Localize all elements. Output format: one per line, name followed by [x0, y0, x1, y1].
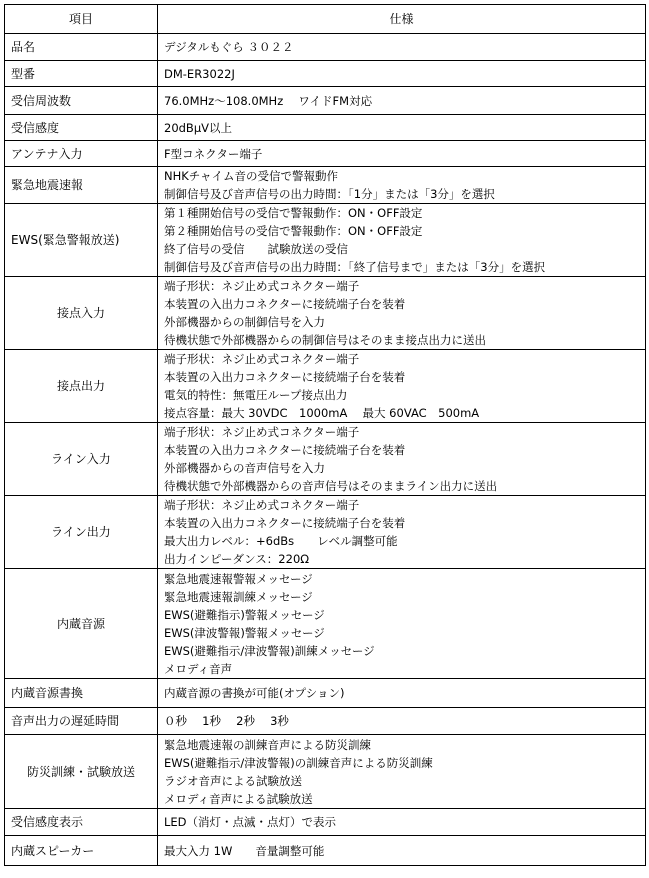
spec-row [5, 708, 646, 735]
spec-row [5, 167, 646, 204]
spec-row [5, 87, 646, 115]
spec-label: ライン入力 [5, 423, 158, 496]
spec-value-line: 最大入力 1W 音量調整可能 [164, 843, 325, 858]
spec-value [158, 141, 646, 167]
spec-value [158, 809, 646, 836]
spec-label: アンテナ入力 [5, 141, 158, 167]
spec-value-line: 制御信号及び音声信号の出力時間：「1分」または「3分」を選択 [164, 187, 495, 201]
spec-row [5, 277, 646, 350]
spec-label: 受信周波数 [5, 87, 158, 115]
spec-value [158, 708, 646, 735]
spec-value-line: LED（消灯・点滅・点灯）で表示 [164, 815, 337, 829]
spec-value [158, 115, 646, 141]
spec-label: 受信感度表示 [5, 809, 158, 836]
spec-value-line: DM-ER3022J [164, 66, 235, 81]
spec-row [5, 141, 646, 167]
spec-value [158, 34, 646, 61]
spec-value-line: 緊急地震速報訓練メッセージ [164, 589, 313, 604]
spec-row [5, 115, 646, 141]
spec-value [158, 569, 646, 679]
spec-label: EWS(緊急警報放送) [5, 204, 158, 277]
spec-value-line: 本装置の入出力コネクターに接続端子台を装着 [164, 297, 406, 311]
spec-value-line: 緊急地震速報警報メッセージ [164, 571, 313, 586]
spec-table [4, 4, 646, 866]
spec-value [158, 423, 646, 496]
spec-label: 受信感度 [5, 115, 158, 141]
spec-row [5, 496, 646, 569]
spec-value-line: 緊急地震速報の訓練音声による防災訓練 [164, 737, 371, 752]
spec-row [5, 735, 646, 809]
spec-value-line: 待機状態で外部機器からの制御信号はそのまま接点出力に送出 [164, 333, 486, 347]
spec-row [5, 61, 646, 87]
spec-row [5, 836, 646, 866]
spec-label: 内蔵スピーカー [5, 836, 158, 866]
spec-value-line: 内蔵音源の書換が可能(オプション) [164, 686, 345, 700]
spec-value-line: F型コネクター端子 [164, 146, 263, 161]
spec-value [158, 204, 646, 277]
spec-value-line: 終了信号の受信 試験放送の受信 [164, 242, 348, 256]
spec-value-line: ０秒 1秒 2秒 3秒 [164, 714, 289, 728]
spec-value-line: 20dBμV以上 [164, 120, 233, 135]
spec-label: ライン出力 [5, 496, 158, 569]
spec-row [5, 350, 646, 423]
spec-row [5, 204, 646, 277]
spec-row [5, 569, 646, 679]
header-item: 項目 [5, 5, 158, 34]
spec-label: 品名 [5, 34, 158, 61]
spec-body [5, 34, 646, 866]
spec-value-line: 接点容量：最大 30VDC 1000mA 最大 60VAC 500mA [164, 406, 480, 420]
spec-value-line: ラジオ音声による試験放送 [164, 773, 302, 788]
spec-label: 音声出力の遅延時間 [5, 708, 158, 735]
spec-row [5, 423, 646, 496]
spec-value [158, 679, 646, 708]
spec-value-line: 第１種開始信号の受信で警報動作：ON・OFF設定 [164, 206, 423, 220]
spec-value-line: 電気的特性：無電圧ループ接点出力 [164, 388, 348, 402]
spec-value-line: 本装置の入出力コネクターに接続端子台を装着 [164, 516, 406, 530]
spec-value-line: 外部機器からの音声信号を入力 [164, 461, 325, 475]
spec-value-line: 端子形状：ネジ止め式コネクター端子 [164, 352, 360, 366]
spec-label: 接点入力 [5, 277, 158, 350]
spec-value-line: 制御信号及び音声信号の出力時間：「終了信号まで」または「3分」を選択 [164, 260, 546, 274]
spec-value-line: 本装置の入出力コネクターに接続端子台を装着 [164, 370, 406, 384]
spec-value-line: EWS(避難指示/津波警報)訓練メッセージ [164, 643, 375, 658]
spec-value-line: 出力インピーダンス：220Ω [164, 552, 310, 566]
spec-value-line: メロディ音声による試験放送 [164, 791, 313, 806]
spec-value-line: デジタルもぐら ３０２２ [164, 40, 294, 54]
spec-value [158, 277, 646, 350]
spec-value-line: 端子形状：ネジ止め式コネクター端子 [164, 425, 360, 439]
spec-value [158, 350, 646, 423]
spec-value-line: 待機状態で外部機器からの音声信号はそのままライン出力に送出 [164, 479, 498, 493]
spec-value-line: 端子形状：ネジ止め式コネクター端子 [164, 498, 360, 512]
spec-value-line: 第２種開始信号の受信で警報動作：ON・OFF設定 [164, 224, 423, 238]
spec-value-line: 本装置の入出力コネクターに接続端子台を装着 [164, 443, 406, 457]
header-spec: 仕様 [158, 5, 646, 34]
spec-row [5, 809, 646, 836]
spec-label: 防災訓練・試験放送 [5, 735, 158, 809]
spec-value-line: EWS(津波警報)警報メッセージ [164, 625, 325, 640]
spec-row [5, 34, 646, 61]
spec-label: 型番 [5, 61, 158, 87]
spec-value-line: 外部機器からの制御信号を入力 [164, 315, 325, 329]
header-row [5, 5, 646, 34]
spec-label: 内蔵音源書換 [5, 679, 158, 708]
spec-value [158, 167, 646, 204]
spec-value [158, 836, 646, 866]
spec-label: 緊急地震速報 [5, 167, 158, 204]
spec-value [158, 496, 646, 569]
spec-value-line: 76.0MHz～108.0MHz ワイドFM対応 [164, 93, 373, 108]
spec-label: 内蔵音源 [5, 569, 158, 679]
spec-value-line: NHKチャイム音の受信で警報動作 [164, 169, 338, 183]
spec-value-line: 端子形状：ネジ止め式コネクター端子 [164, 279, 360, 293]
spec-value [158, 735, 646, 809]
spec-value-line: メロディ音声 [164, 661, 233, 676]
spec-label: 接点出力 [5, 350, 158, 423]
spec-row [5, 679, 646, 708]
spec-value [158, 61, 646, 87]
spec-value-line: 最大出力レベル：+6dBs レベル調整可能 [164, 534, 398, 548]
spec-value [158, 87, 646, 115]
spec-value-line: EWS(避難指示/津波警報)の訓練音声による防災訓練 [164, 755, 433, 770]
spec-value-line: EWS(避難指示)警報メッセージ [164, 607, 325, 622]
